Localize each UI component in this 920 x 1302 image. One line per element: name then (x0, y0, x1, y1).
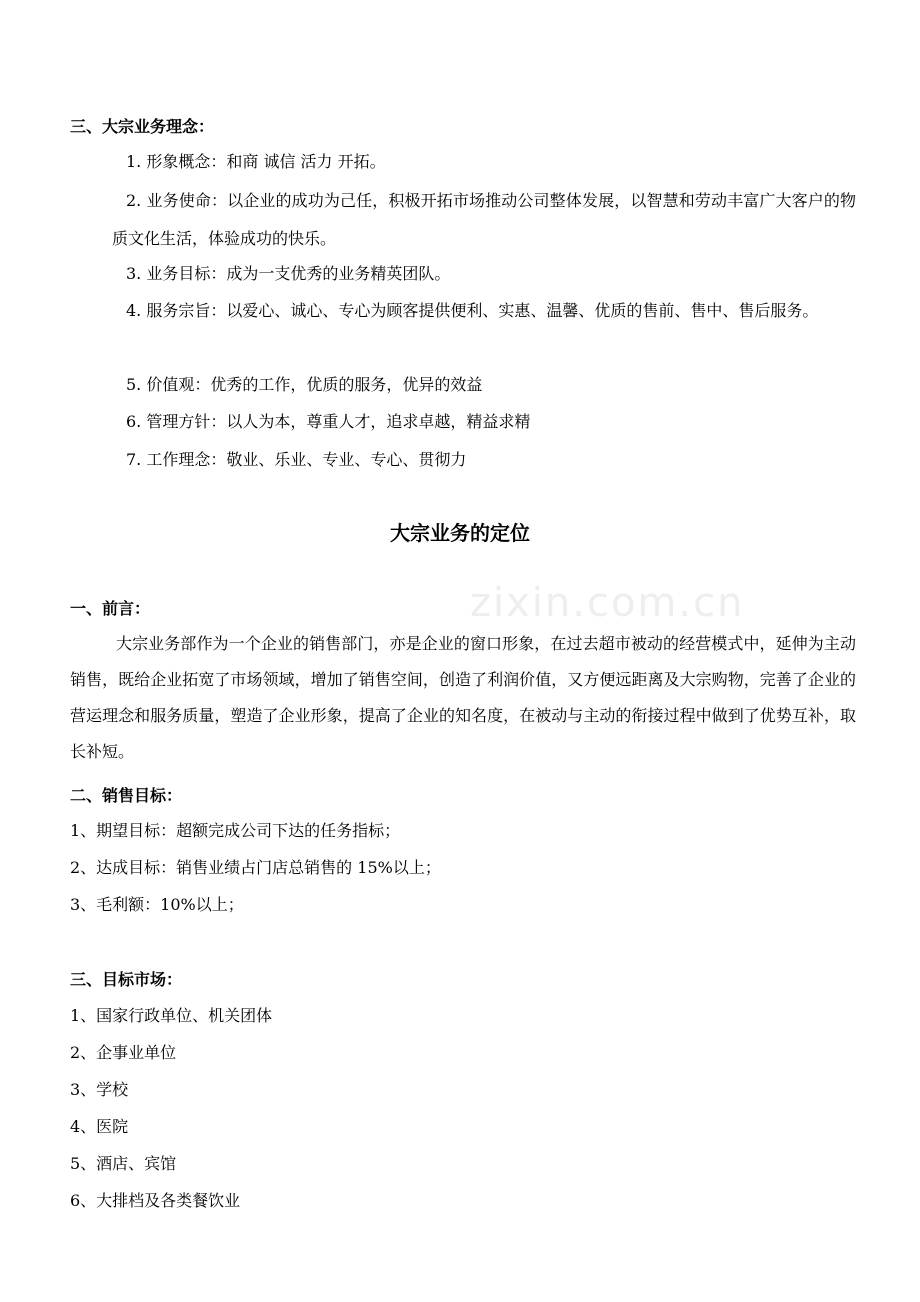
concept-item (112, 182, 856, 258)
sales-target-item: 2、达成目标：销售业绩占门店总销售的 15%以上； (70, 858, 441, 877)
target-market-item: 6、大排档及各类餐饮业 (70, 1191, 241, 1210)
concept-item-text: 4. 服务宗旨：以爱心、诚心、专心为顾客提供便利、实惠、温馨、优质的售前、售中、售后服务。 (126, 301, 819, 320)
target-market-item: 2、企事业单位 (70, 1043, 177, 1062)
concept-item: 5. 价值观：优秀的工作，优质的服务，优异的效益 (126, 375, 483, 394)
concept-item (112, 292, 856, 330)
watermark: zixin.com.cn (470, 580, 745, 626)
sales-target-item: 3、毛利额：10%以上； (70, 895, 244, 914)
concept-item-text: 2. 业务使命：以企业的成功为己任，积极开拓市场推动公司整体发展，以智慧和劳动丰富广大客户的物质文化生活，体验成功的快乐。 (112, 191, 856, 248)
target-market-item: 5、酒店、宾馆 (70, 1154, 177, 1173)
concept-item: 1. 形象概念：和商 诚信 活力 开拓。 (126, 152, 386, 171)
concept-item: 7. 工作理念：敬业、乐业、专业、专心、贯彻力 (126, 450, 467, 469)
section-heading-preface: 一、前言： (70, 599, 151, 618)
page-title: 大宗业务的定位 (390, 521, 530, 545)
target-market-item: 4、医院 (70, 1117, 129, 1136)
section-heading-target-market: 三、目标市场： (70, 970, 183, 989)
section-heading-concepts: 三、大宗业务理念： (70, 117, 215, 136)
concept-item: 3. 业务目标：成为一支优秀的业务精英团队。 (126, 264, 451, 283)
preface-paragraph: 大宗业务部作为一个企业的销售部门，亦是企业的窗口形象，在过去超市被动的经营模式中，延伸为主动销售，既给企业拓宽了市场领域，增加了销售空间，创造了利润价值，又方便远距离及大宗购物，完善了企业的营运理念和服务质量，塑造了企业形象，提高了企业的知名度，在被动与主动的衔接过程中做到了优势互补，取长补短。 (70, 634, 856, 761)
sales-target-item: 1、期望目标：超额完成公司下达的任务指标； (70, 821, 401, 840)
concept-item: 6. 管理方针：以人为本，尊重人才，追求卓越，精益求精 (126, 412, 531, 431)
target-market-item: 3、学校 (70, 1080, 129, 1099)
target-market-item: 1、国家行政单位、机关团体 (70, 1006, 273, 1025)
section-heading-sales-target: 二、销售目标： (70, 786, 183, 805)
